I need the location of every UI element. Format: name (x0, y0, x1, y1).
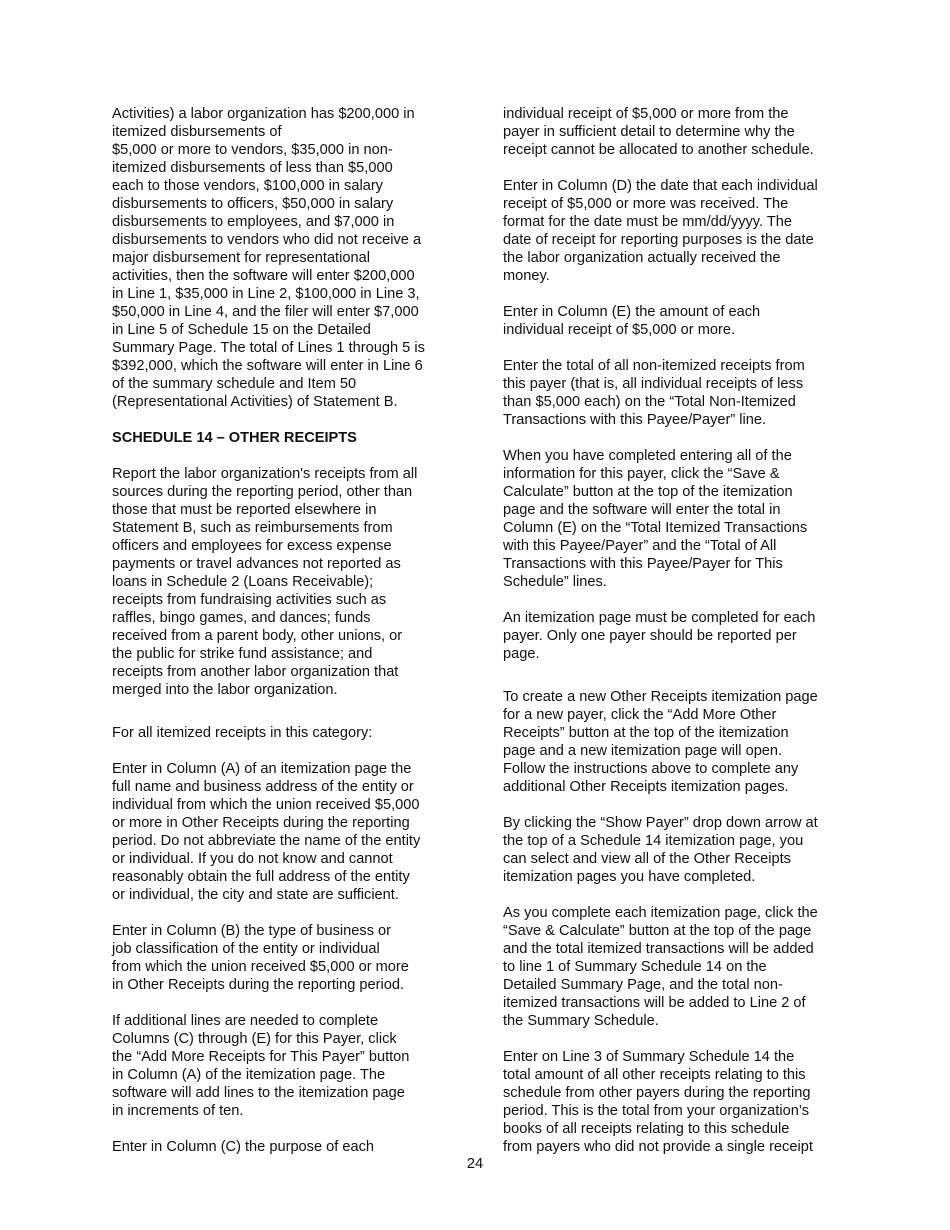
section-heading-schedule-14: SCHEDULE 14 – OTHER RECEIPTS (112, 430, 357, 446)
paragraph-one-payer-per-page: An itemization page must be completed for each payer. Only one payer should be reported per page. (503, 610, 816, 662)
paragraph-column-e: Enter in Column (E) the amount of each individual receipt of $5,000 or more. (503, 304, 761, 338)
paragraph-column-d: Enter in Column (D) the date that each individual receipt of $5,000 or more was received. The format for the date must be mm/dd/yyyy. The date of receipt for reporting purposes is the date the labor organization actually received the money. (503, 178, 818, 284)
paragraph-show-payer: By clicking the “Show Payer” drop down arrow at the top of a Schedule 14 itemization page, you can select and view all of the Other Receipts itemization pages you have completed. (503, 815, 818, 885)
paragraph-non-itemized-total: Enter the total of all non-itemized receipts from this payer (that is, all individual receipts of less than $5,000 each) on the “Total Non-Itemized Transactions with this Payee/Payer” line. (503, 358, 805, 428)
paragraph-totals-added: As you complete each itemization page, click the “Save & Calculate” button at the top of the page and the total itemized transactions will be added to line 1 of Summary Schedule 14 on the Detailed Summary Page, and the total non- itemized transactions will be added to Line 2 of the Summary Schedule. (503, 905, 818, 1029)
paragraph-additional-lines: If additional lines are needed to complete Columns (C) through (E) for this Payer, click the “Add More Receipts for This Payer” button in Column (A) of the itemization page. The software will add lines to the itemization page in increments of ten. (112, 1013, 410, 1119)
page-number: 24 (466, 1156, 484, 1172)
paragraph-representational-example: Activities) a labor organization has $200,000 in itemized disbursements of $5,000 or more to vendors, $35,000 in non- itemized disbursements of less than $5,000 each to those vendors, $100,000 in salary disbursements to officers, $50,000 in salary disbursements to employees, and $7,000 in disbursements to vendors who did not receive a major disbursement for representational activities, then the software will enter $200,000 in Line 1, $35,000 in Line 2, $100,000 in Line 3, $50,000 in Line 4, and the filer will enter $7,000 in Line 5 of Schedule 15 on the Detailed Summary Page. The total of Lines 1 through 5 is $392,000, which the software will enter in Line 6 of the summary schedule and Item 50 (Representational Activities) of Statement B. (112, 106, 425, 410)
paragraph-line-3: Enter on Line 3 of Summary Schedule 14 the total amount of all other receipts relating to this schedule from other payers during the reporting period. This is the total from your organization’s books of all receipts relating to this schedule from payers who did not provide a single receipt (503, 1049, 813, 1155)
paragraph-add-more-other-receipts: To create a new Other Receipts itemization page for a new payer, click the “Add More Other Receipts” button at the top of the itemization page and a new itemization page will open. Follow the instructions above to complete any additional Other Receipts itemization pages. (503, 689, 818, 795)
paragraph-column-b: Enter in Column (B) the type of business or job classification of the entity or individual from which the union received $5,000 or more in Other Receipts during the reporting period. (112, 923, 409, 993)
right-column (503, 105, 843, 1156)
paragraph-column-c: Enter in Column (C) the purpose of each (112, 1139, 375, 1155)
paragraph-itemized-intro: For all itemized receipts in this category: (112, 725, 373, 741)
paragraph-save-calculate: When you have completed entering all of the information for this payer, click the “Save & Calculate” button at the top of the itemization page and the software will enter the total in Column (E) on the “Total Itemized Transactions with this Payee/Payer” and the “Total of All Transactions with this Payee/Payer for This Schedule” lines. (503, 448, 808, 590)
left-column (112, 105, 447, 1156)
paragraph-report-receipts: Report the labor organization's receipts from all sources during the reporting period, other than those that must be reported elsewhere in Statement B, such as reimbursements from officers and employees for excess expense payments or travel advances not reported as loans in Schedule 2 (Loans Receivable); receipts from fundraising activities such as raffles, bingo games, and dances; funds received from a parent body, other unions, or the public for strike fund assistance; and receipts from another labor organization that merged into the labor organization. (112, 466, 418, 698)
paragraph-column-a: Enter in Column (A) of an itemization page the full name and business address of the entity or individual from which the union received $5,000 or more in Other Receipts during the reporting period. Do not abbreviate the name of the entity or individual. If you do not know and cannot reasonably obtain the full address of the entity or individual, the city and state are sufficient. (112, 761, 421, 903)
paragraph-column-c-continued: individual receipt of $5,000 or more from the payer in sufficient detail to determine why the receipt cannot be allocated to another schedule. (503, 106, 814, 158)
